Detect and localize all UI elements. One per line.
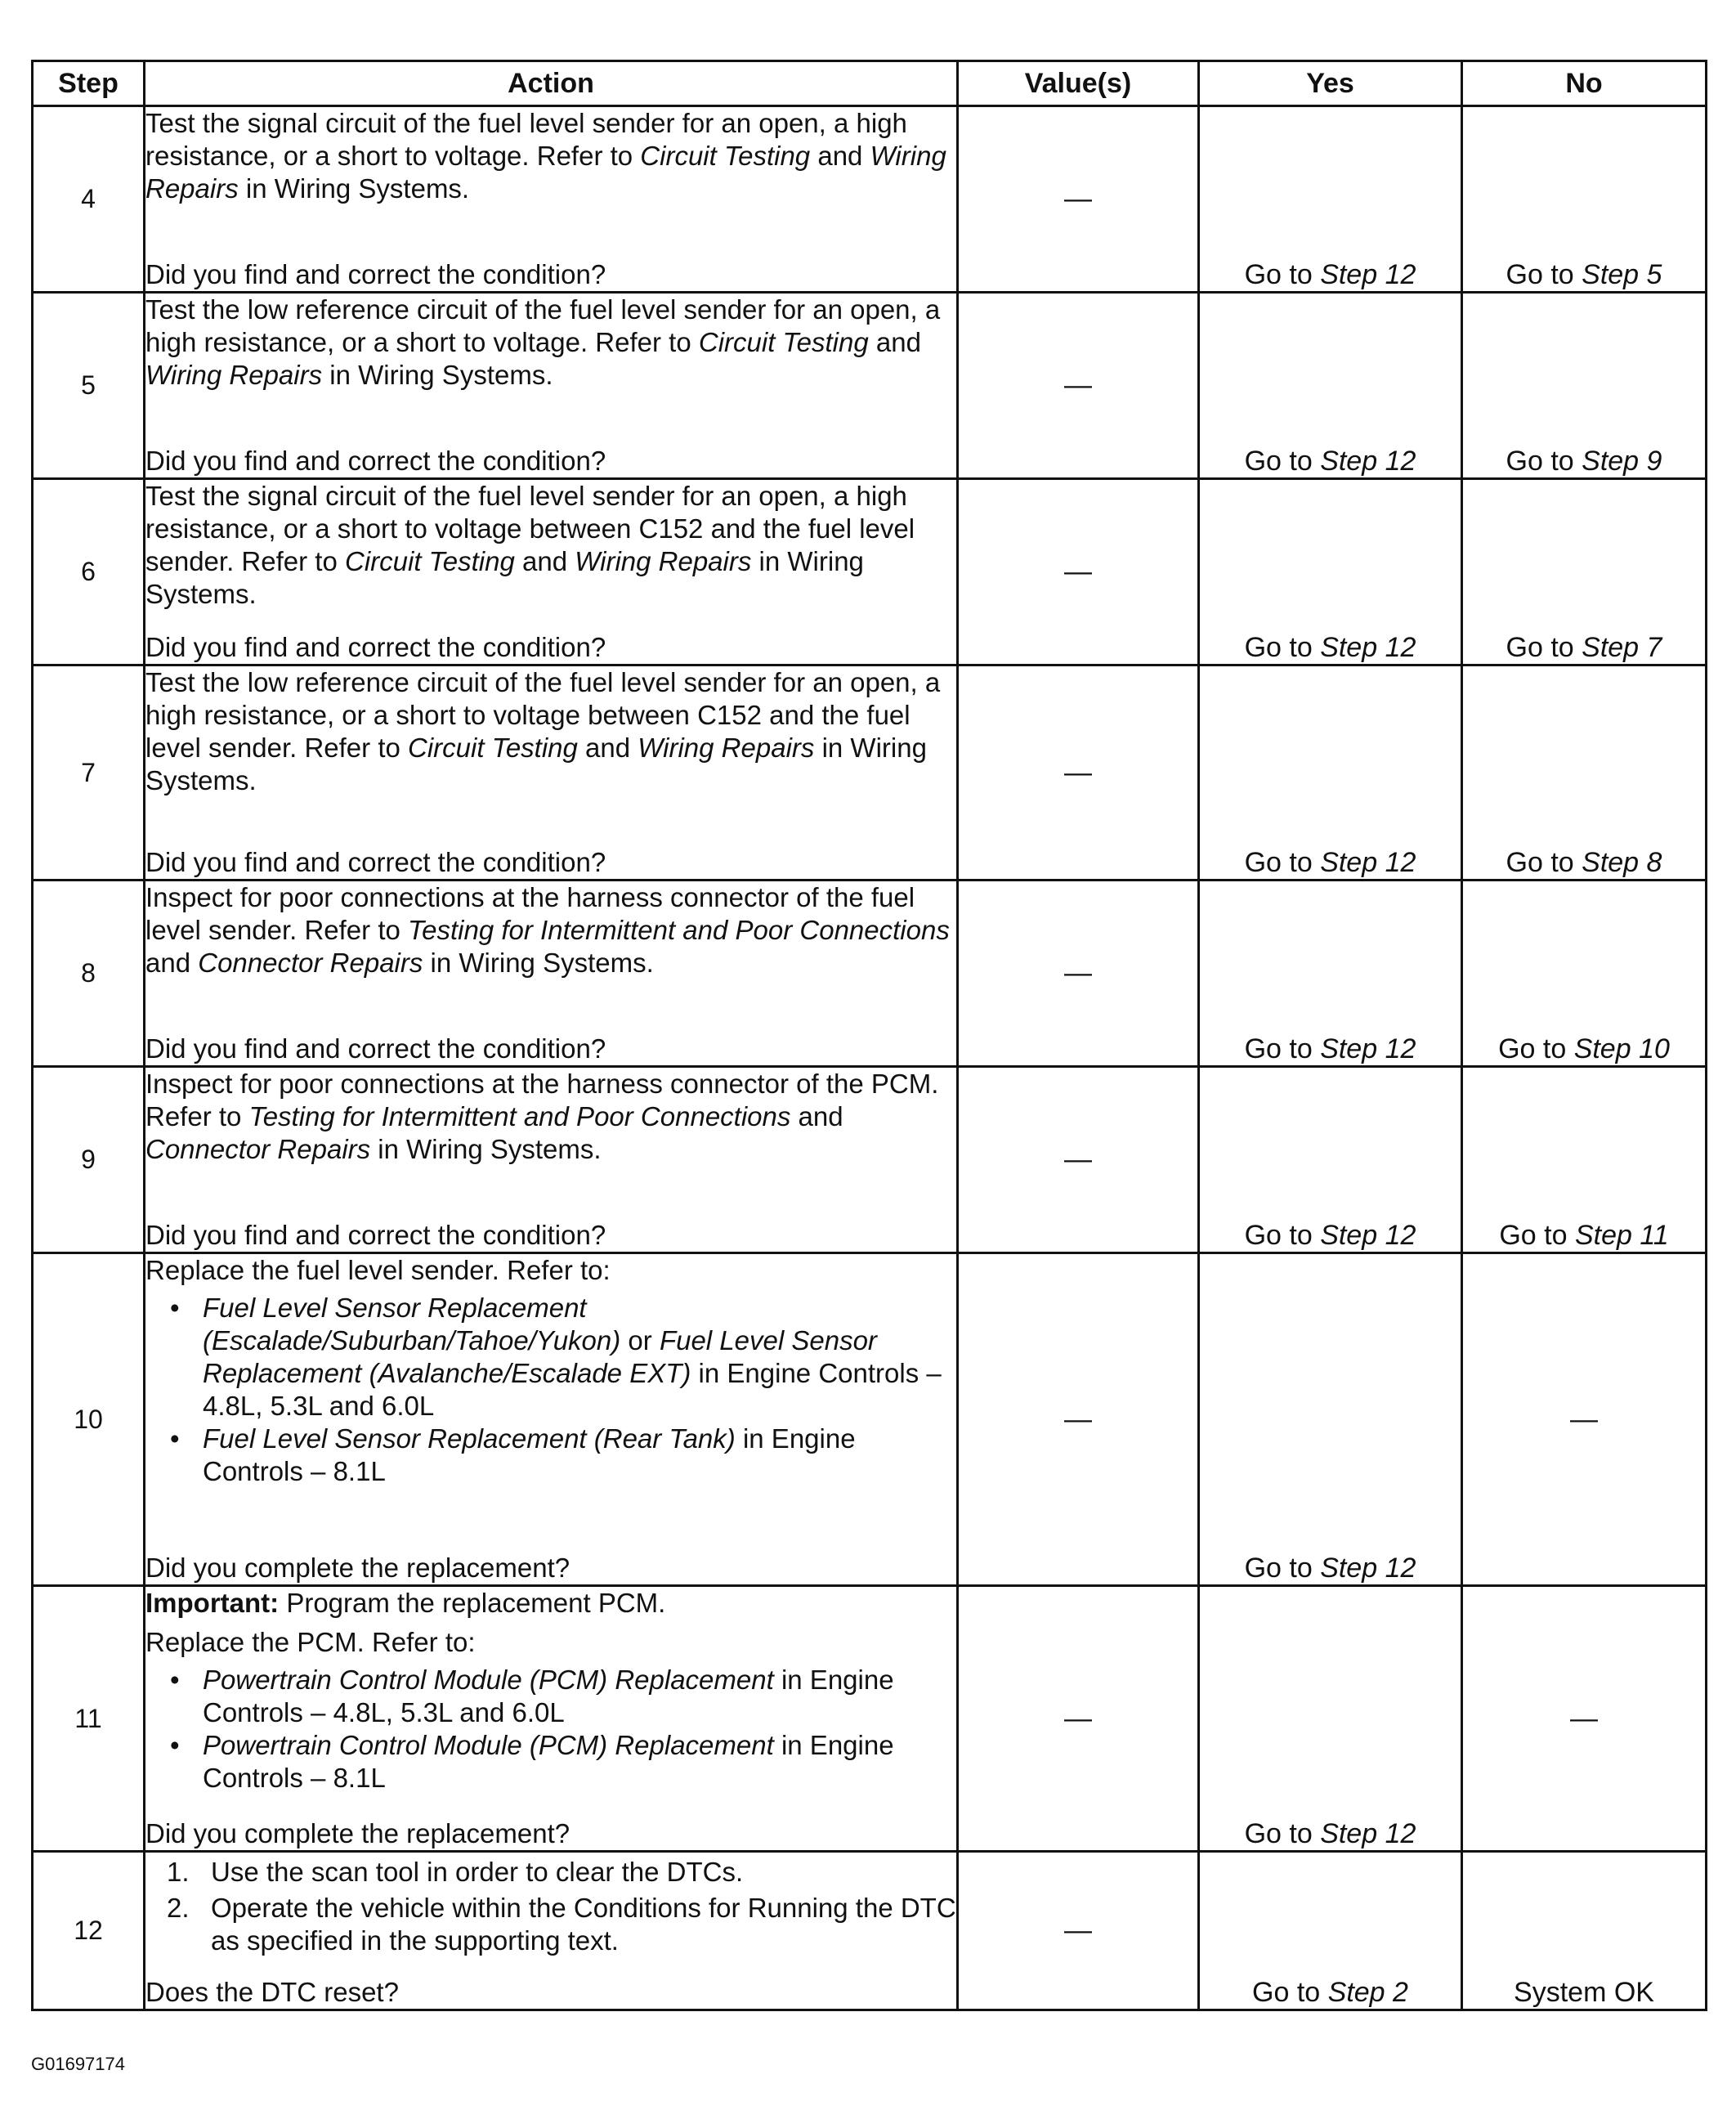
numbered-list — [145, 1856, 956, 1957]
action-cell — [145, 106, 958, 293]
table-row — [33, 1253, 1707, 1586]
action-text: Inspect for poor connections at the harness connector of the PCM. Refer to Testing for Intermittent and Poor Connections and Connector Repairs in Wiring Systems. — [145, 1069, 939, 1164]
no-cell: Go to Step 9 — [1462, 293, 1707, 479]
list-item: • Powertrain Control Module (PCM) Replacement in Engine Controls – 4.8L, 5.3L and 6.0L — [170, 1665, 894, 1727]
action-cell — [145, 1852, 958, 2010]
step-number: 4 — [33, 106, 145, 293]
table-row — [33, 106, 1707, 293]
yes-cell: Go to Step 12 — [1199, 665, 1462, 881]
no-cell: System OK — [1462, 1852, 1707, 2010]
yes-cell: Go to Step 12 — [1199, 1067, 1462, 1253]
action-text: Test the signal circuit of the fuel level sender for an open, a high resistance, or a short to voltage. Refer to Circuit Testing and Wiring Repairs in Wiring Systems. — [145, 108, 946, 204]
action-text: Test the low reference circuit of the fuel level sender for an open, a high resistance, or a short to voltage. Refer to Circuit Testing and Wiring Repairs in Wiring Systems. — [145, 294, 941, 390]
action-question: Did you find and correct the condition? — [145, 446, 606, 476]
step-number: 5 — [33, 293, 145, 479]
table-row — [33, 1852, 1707, 2010]
action-text: Replace the fuel level sender. Refer to: • Fuel Level Sensor Replacement (Escalade/Suburban/Tahoe/Yukon) or Fuel Level Sensor Replacement (Avalanche/Escalade EXT) in Engine Controls – 4.8L, 5.3L and 6.0L • Fuel Level Sensor Replacement (Rear Tank) in Engine Controls – 8.1L — [145, 1254, 956, 1494]
action-question: Did you complete the replacement? — [145, 1553, 570, 1583]
action-question: Did you complete the replacement? — [145, 1818, 570, 1848]
yes-cell: Go to Step 12 — [1199, 106, 1462, 293]
step-number: 11 — [33, 1586, 145, 1852]
table-row — [33, 293, 1707, 479]
no-cell: Go to Step 11 — [1462, 1067, 1707, 1253]
value-cell: — — [958, 479, 1199, 665]
value-cell: — — [958, 106, 1199, 293]
list-item: • Fuel Level Sensor Replacement (Rear Tank) in Engine Controls – 8.1L — [170, 1423, 856, 1486]
table-row — [33, 881, 1707, 1067]
step-number: 9 — [33, 1067, 145, 1253]
action-cell — [145, 1253, 958, 1586]
no-cell: Go to Step 5 — [1462, 106, 1707, 293]
action-question: Did you find and correct the condition? — [145, 632, 606, 662]
step-number: 10 — [33, 1253, 145, 1586]
action-question: Did you find and correct the condition? — [145, 1220, 606, 1250]
no-cell: Go to Step 7 — [1462, 479, 1707, 665]
table-row — [33, 479, 1707, 665]
no-cell: — — [1462, 1253, 1707, 1586]
action-question: Did you find and correct the condition? — [145, 259, 606, 289]
action-cell — [145, 881, 958, 1067]
action-text: Test the low reference circuit of the fuel level sender for an open, a high resistance, or a short to voltage between C152 and the fuel level sender. Refer to Circuit Testing and Wiring Repairs in Wiring Systems. — [145, 667, 941, 795]
value-cell: — — [958, 1586, 1199, 1852]
value-cell: — — [958, 1852, 1199, 2010]
value-cell: — — [958, 881, 1199, 1067]
action-text: Inspect for poor connections at the harness connector of the fuel level sender. Refer to Testing for Intermittent and Poor Connections and Connector Repairs in Wiring Systems. — [145, 882, 950, 978]
header-action: Action — [145, 61, 958, 106]
step-number: 8 — [33, 881, 145, 1067]
header-step: Step — [33, 61, 145, 106]
yes-cell: Go to Step 12 — [1199, 881, 1462, 1067]
value-cell: — — [958, 293, 1199, 479]
step-number: 12 — [33, 1852, 145, 2010]
action-text: Test the signal circuit of the fuel level sender for an open, a high resistance, or a short to voltage between C152 and the fuel level sender. Refer to Circuit Testing and Wiring Repairs in Wiring Systems. — [145, 481, 915, 609]
value-cell: — — [958, 1253, 1199, 1586]
value-cell: — — [958, 665, 1199, 881]
header-values: Value(s) — [958, 61, 1199, 106]
yes-cell: Go to Step 12 — [1199, 293, 1462, 479]
action-question: Did you find and correct the condition? — [145, 847, 606, 877]
action-question: Does the DTC reset? — [145, 1977, 399, 2007]
bullet-list — [145, 1292, 956, 1488]
list-item: 1. Use the scan tool in order to clear the DTCs. — [167, 1857, 744, 1887]
header-no: No — [1462, 61, 1707, 106]
table-row — [33, 665, 1707, 881]
yes-cell: Go to Step 12 — [1199, 1253, 1462, 1586]
yes-cell: Go to Step 12 — [1199, 1586, 1462, 1852]
no-cell: Go to Step 8 — [1462, 665, 1707, 881]
diagnostic-table — [31, 60, 1707, 2011]
no-cell: Go to Step 10 — [1462, 881, 1707, 1067]
list-item: • Fuel Level Sensor Replacement (Escalade/Suburban/Tahoe/Yukon) or Fuel Level Sensor Replacement (Avalanche/Escalade EXT) in Engine Controls – 4.8L, 5.3L and 6.0L — [170, 1293, 942, 1421]
action-cell — [145, 665, 958, 881]
yes-cell: Go to Step 2 — [1199, 1852, 1462, 2010]
action-cell — [145, 479, 958, 665]
value-cell: — — [958, 1067, 1199, 1253]
list-item: • Powertrain Control Module (PCM) Replacement in Engine Controls – 8.1L — [170, 1730, 894, 1793]
no-cell: — — [1462, 1586, 1707, 1852]
bullet-list — [145, 1664, 956, 1795]
figure-id: G01697174 — [31, 2054, 125, 2074]
list-item: 2. Operate the vehicle within the Conditions for Running the DTC as specified in the supporting text. — [167, 1893, 956, 1956]
step-number: 6 — [33, 479, 145, 665]
table-row — [33, 1586, 1707, 1852]
action-cell — [145, 1067, 958, 1253]
action-text: Important: Program the replacement PCM. Replace the PCM. Refer to: • Powertrain Control Module (PCM) Replacement in Engine Controls – 4.8L, 5.3L and 6.0L • Powertrain Control Module (PCM) Replacement in Engine Controls – 8.1L — [145, 1587, 956, 1801]
action-question: Did you find and correct the condition? — [145, 1033, 606, 1064]
action-text — [145, 1853, 956, 1957]
important-note: Important: Program the replacement PCM. — [145, 1588, 666, 1618]
header-row — [33, 61, 1707, 106]
header-yes: Yes — [1199, 61, 1462, 106]
action-cell — [145, 293, 958, 479]
table-row — [33, 1067, 1707, 1253]
step-number: 7 — [33, 665, 145, 881]
action-cell — [145, 1586, 958, 1852]
yes-cell: Go to Step 12 — [1199, 479, 1462, 665]
